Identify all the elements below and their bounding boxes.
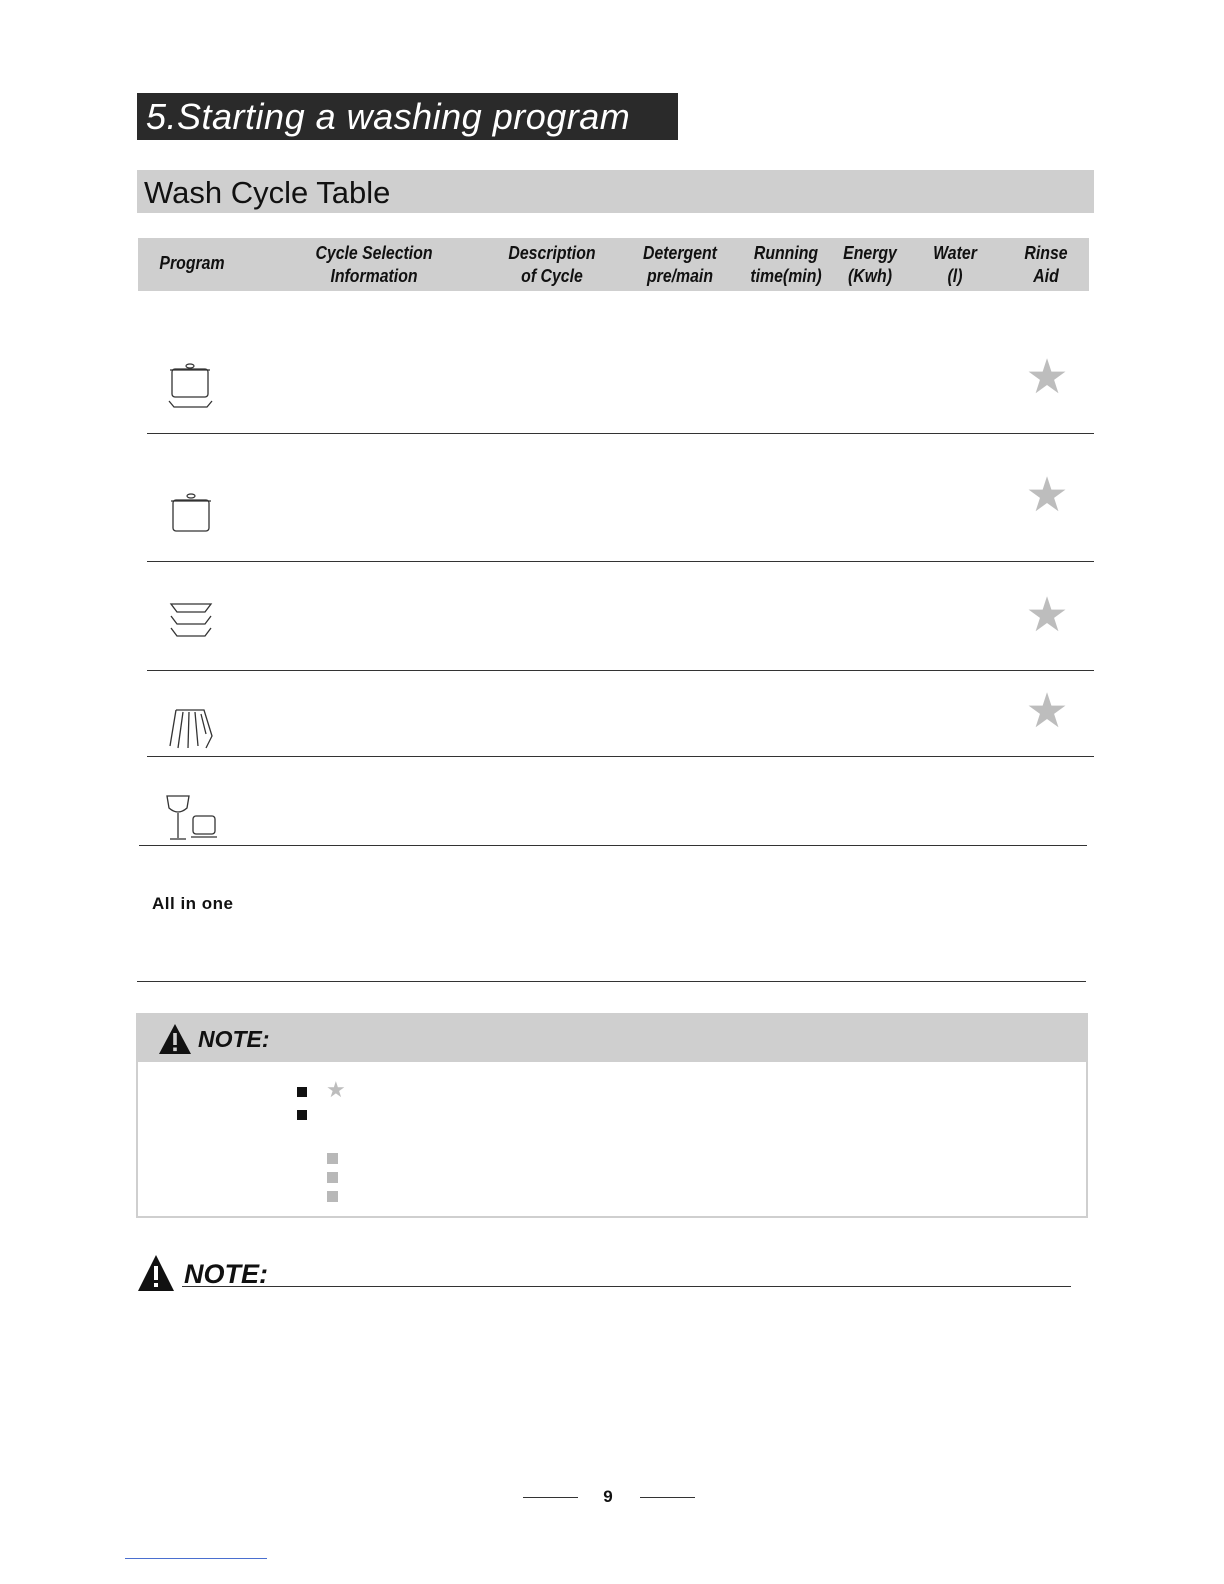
all-in-one-label: All in one [152, 894, 234, 913]
page-number: 9 [603, 1487, 613, 1506]
row-divider [147, 561, 1094, 562]
col-rinse-aid: Rinse Aid [1024, 243, 1068, 286]
warning-icon [137, 1254, 175, 1297]
sub-bullet-icon [327, 1153, 338, 1164]
table-title: Wash Cycle Table [137, 170, 1094, 213]
col-water: Water (l) [933, 243, 977, 286]
note-underline [182, 1286, 1071, 1287]
row-divider [137, 981, 1086, 982]
col-running-time: Running time(min) [750, 243, 822, 286]
page-number-rule-left [523, 1497, 578, 1498]
note-box-label: NOTE: [198, 1026, 270, 1052]
warning-icon [158, 1023, 192, 1060]
row-divider [147, 433, 1094, 434]
col-cycle-selection: Cycle Selection Information [315, 243, 433, 286]
rinse-aid-star-icon: ★ [1025, 685, 1069, 738]
rinse-aid-star-icon: ★ [1025, 351, 1069, 404]
note-box-header [138, 1015, 1086, 1062]
normal-pot-icon [168, 492, 216, 541]
note-label: NOTE: [184, 1259, 268, 1289]
row-divider [139, 845, 1087, 846]
rapid-icon [166, 706, 216, 759]
section-title: 5.Starting a washing program [137, 93, 678, 140]
star-icon: ★ [326, 1077, 346, 1102]
rinse-aid-star-icon: ★ [1025, 469, 1069, 522]
eco-plates-icon [168, 600, 216, 647]
col-program: Program [159, 253, 225, 273]
sub-bullet-icon [327, 1172, 338, 1183]
col-detergent: Detergent pre/main [643, 243, 717, 286]
sub-bullet-icon [327, 1191, 338, 1202]
bottom-link-line [125, 1558, 267, 1559]
glass-icon [163, 794, 221, 847]
bullet-icon [297, 1087, 307, 1097]
col-energy: Energy (Kwh) [843, 243, 897, 286]
table-header [138, 238, 1089, 291]
col-description: Description of Cycle [508, 243, 596, 286]
rinse-aid-star-icon: ★ [1025, 589, 1069, 642]
intensive-pot-icon [166, 361, 216, 416]
page-number-rule-right [640, 1497, 695, 1498]
row-divider [147, 670, 1094, 671]
bullet-icon [297, 1110, 307, 1120]
note-box [136, 1013, 1088, 1218]
row-divider [147, 756, 1094, 757]
